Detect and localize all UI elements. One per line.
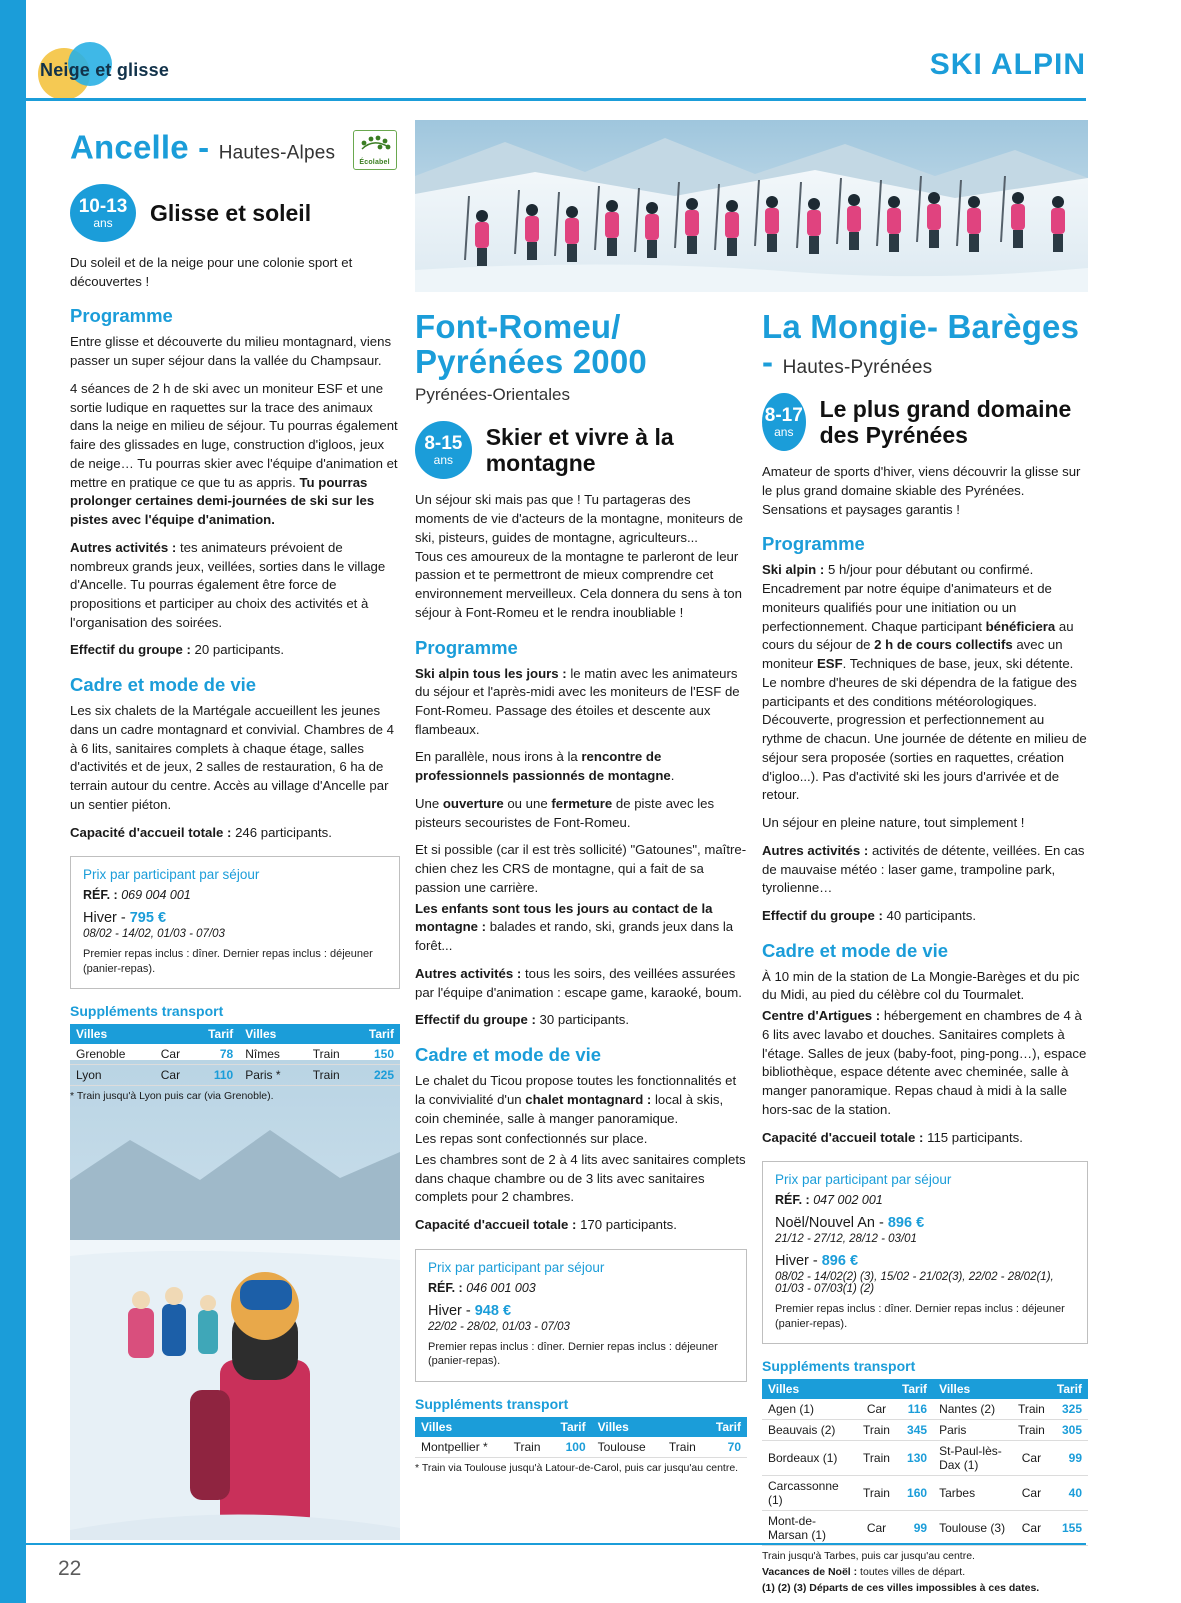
supplements-heading-ancelle: Suppléments transport xyxy=(70,1002,224,1019)
note2-bold: Vacances de Noël : xyxy=(762,1565,858,1578)
programme-p2-la-mongie: Un séjour en pleine nature, tout simplement ! xyxy=(762,815,1025,831)
age-range: 8-17 xyxy=(764,405,803,427)
theme-title-la-mongie: Le plus grand domaine des Pyrénées xyxy=(819,395,1072,449)
p1-bold: Ski alpin : xyxy=(762,562,825,578)
cadre-text-ancelle: Les six chalets de la Martégale accueillent les jeunes dans un cadre montagnard et convivial. Chambres de 4 à 6 lits, sanitaires complets à chaque étage, salles d'activités et de jeux, 2 salles de restauration, 6 ha de terrain autour du centre. Accès au village d'Ancelle par un sentier piéton. xyxy=(70,703,395,812)
programme-p1-ancelle: Entre glisse et découverte du milieu montagnard, viens passer un super séjour dans la vallée du Champsaur. xyxy=(70,334,392,369)
ref-label: RÉF. : xyxy=(775,1193,810,1208)
period1-label: Noël/Nouvel An - xyxy=(775,1215,888,1232)
cell-mode: Train xyxy=(505,1437,549,1458)
price-box-ancelle xyxy=(70,856,400,989)
cell-tarif: 160 xyxy=(896,1475,933,1510)
p5-bold: Les enfants sont tous les jours au contact de la montagne : xyxy=(415,900,713,935)
p1-bold3: 2 h de cours collectifs xyxy=(874,637,1013,653)
effectif-text: 40 participants. xyxy=(882,907,976,923)
age-unit: ans xyxy=(774,424,794,439)
price-period-ancelle xyxy=(83,910,387,926)
cadre-text: hébergement en chambres de 4 à 6 lits avec lavabo et douches. Sanitaires complets à l'étage. Salles de jeux (baby-foot, ping-pong…), espace bibliothèque, espace détente avec cheminée, salle à manger panoramique. Repas chaud à midi à la salle hors-sac de la station. xyxy=(762,1008,1087,1117)
theme-title-font-romeu: Skier et vivre à la montagne xyxy=(485,423,674,477)
age-badge-ancelle xyxy=(70,184,136,242)
th-mode-1 xyxy=(150,1024,191,1044)
period2-amount: 896 € xyxy=(821,1253,859,1270)
p2-post: . xyxy=(670,768,675,784)
cell-tarif: 225 xyxy=(352,1064,400,1085)
capacite-label: Capacité d'accueil totale : xyxy=(762,1129,924,1145)
autres-label: Autres activités : xyxy=(762,842,869,858)
destination-title-font-romeu: Font-Romeu/ Pyrénées 2000 xyxy=(415,308,647,380)
table-header-row xyxy=(70,1024,400,1044)
th-tarif-1: Tarif xyxy=(896,1379,933,1399)
th-villes-1: Villes xyxy=(70,1024,150,1044)
table-row xyxy=(762,1440,1088,1475)
price-note-la-mongie: Premier repas inclus : dîner. Dernier repas inclus : déjeuner (panier-repas). xyxy=(775,1303,1065,1330)
ski-group-photo-illustration xyxy=(415,120,1088,292)
age-badge-font-romeu xyxy=(415,421,472,479)
supplements-note3-la-mongie xyxy=(762,1582,1088,1594)
cell-ville: Nîmes xyxy=(239,1044,301,1065)
p1-text: 5 h/jour pour débutant ou confirmé. Encadrement par notre équipe d'animateurs et de moniteurs qualifiés pour une initiation ou un perfectionnement. Chaque participant xyxy=(762,562,1052,634)
cell-mode: Train xyxy=(857,1419,896,1440)
cell-ville: Mont-de-Marsan (1) xyxy=(762,1510,857,1545)
th-mode-1 xyxy=(505,1417,549,1437)
p2-pre: En parallèle, nous irons à la xyxy=(415,749,582,765)
brand-logo xyxy=(32,38,212,100)
p3-bold: ouverture xyxy=(442,795,504,811)
cadre-p1-bold: chalet montagnard : xyxy=(525,1091,652,1107)
age-and-theme-ancelle xyxy=(70,184,400,242)
programme-heading-la-mongie: Programme xyxy=(762,533,865,555)
cell-mode: Train xyxy=(1012,1399,1051,1420)
destination-name: La Mongie- Barèges - xyxy=(762,308,1080,380)
cadre-p2-la-mongie xyxy=(762,1007,1088,1119)
cell-ville: Toulouse xyxy=(592,1437,661,1458)
th-mode-1 xyxy=(857,1379,896,1399)
period-amount: 795 € xyxy=(129,910,167,927)
ref-value: 046 001 003 xyxy=(462,1280,536,1295)
programme-heading-font-romeu: Programme xyxy=(415,636,518,658)
price-note-ancelle: Premier repas inclus : dîner. Dernier repas inclus : déjeuner (panier-repas). xyxy=(83,948,373,975)
price-ref-font-romeu xyxy=(428,1281,734,1295)
programme-p2-plain: 4 séances de 2 h de ski avec un moniteur ESF et une sortie ludique en raquettes sur la trace des animaux dans la neige en milieu de séjour. Tu pourras également faire des glissades en luge, construction d'igloos, jeux de neige… Tu pourras skier avec l'équipe d'animation et mettre en pratique ce que tu as appris. xyxy=(70,380,398,490)
destination-region: Hautes-Alpes xyxy=(218,142,336,164)
table-row xyxy=(762,1419,1088,1440)
cell-ville: Grenoble xyxy=(70,1044,150,1065)
cell-tarif: 40 xyxy=(1051,1475,1088,1510)
cell-ville: Bordeaux (1) xyxy=(762,1440,857,1475)
table-row xyxy=(762,1399,1088,1420)
programme-heading-ancelle: Programme xyxy=(70,305,173,327)
th-villes-2: Villes xyxy=(592,1417,661,1437)
table-row xyxy=(415,1437,747,1458)
p1-text: le matin avec les animateurs du séjour et l'après-midi avec les moniteurs de l'ESF de Font-Romeu. Passage des étoiles et descente aux flambeaux. xyxy=(415,665,740,737)
page-number: 22 xyxy=(58,1557,82,1580)
cell-mode: Car xyxy=(150,1064,191,1085)
price-box-font-romeu xyxy=(415,1249,747,1382)
cadre-p2-font-romeu: Les repas sont confectionnés sur place. xyxy=(415,1131,648,1147)
cell-tarif: 305 xyxy=(1051,1419,1088,1440)
autres-activites-la-mongie xyxy=(762,842,1088,898)
cell-ville: Tarbes xyxy=(933,1475,1012,1510)
supplements-heading-font-romeu: Suppléments transport xyxy=(415,1395,569,1412)
th-villes-1: Villes xyxy=(762,1379,857,1399)
p3-mid: ou une xyxy=(503,795,552,811)
supplements-note1-la-mongie: Train jusqu'à Tarbes, puis car jusqu'au centre. xyxy=(762,1549,975,1562)
destination-region: Hautes-Pyrénées xyxy=(782,356,933,378)
capacite-la-mongie xyxy=(762,1129,1088,1148)
capacite-text: 170 participants. xyxy=(576,1217,677,1233)
period1-amount: 896 € xyxy=(887,1215,925,1232)
effectif-ancelle xyxy=(70,641,400,660)
cell-mode: Train xyxy=(660,1437,704,1458)
cell-tarif: 130 xyxy=(896,1440,933,1475)
destination-name: Ancelle - xyxy=(70,128,210,166)
cell-mode: Train xyxy=(1012,1419,1051,1440)
intro-p1-font-romeu: Un séjour ski mais pas que ! Tu partageras des moments de vie d'acteurs de la montagne, moniteurs de ski, pisteurs, guides de montagne, agriculteurs... xyxy=(415,492,743,545)
supplements-table-font-romeu xyxy=(415,1417,747,1458)
table-header-row xyxy=(762,1379,1088,1399)
capacite-label: Capacité d'accueil totale : xyxy=(415,1217,577,1233)
cell-tarif: 116 xyxy=(896,1399,933,1420)
ecolabel-icon xyxy=(353,130,397,170)
intro-text-la-mongie: Amateur de sports d'hiver, viens découvrir la glisse sur le plus grand domaine skiable des Pyrénées. Sensations et paysages garantis ! xyxy=(762,464,1081,517)
intro-text-ancelle: Du soleil et de la neige pour une colonie sport et découvertes ! xyxy=(70,255,353,289)
ski-group-photo xyxy=(415,120,1088,292)
cell-tarif: 99 xyxy=(1051,1440,1088,1475)
cadre-heading-font-romeu: Cadre et mode de vie xyxy=(415,1044,602,1066)
cell-tarif: 78 xyxy=(191,1044,239,1065)
section-title: SKI ALPIN xyxy=(929,48,1086,81)
ref-value: 047 002 001 xyxy=(809,1193,883,1208)
effectif-label: Effectif du groupe : xyxy=(70,642,191,658)
supplements-note-font-romeu: * Train via Toulouse jusqu'à Latour-de-Carol, puis car jusqu'au centre. xyxy=(415,1461,739,1474)
destination-region-font-romeu: Pyrénées-Orientales xyxy=(415,385,570,405)
cell-ville: St-Paul-lès-Dax (1) xyxy=(933,1440,1012,1475)
age-and-theme-font-romeu xyxy=(415,421,747,479)
capacite-label: Capacité d'accueil totale : xyxy=(70,824,232,840)
effectif-font-romeu xyxy=(415,1011,747,1030)
cell-tarif: 150 xyxy=(352,1044,400,1065)
cell-ville: Toulouse (3) xyxy=(933,1510,1012,1545)
cell-tarif: 70 xyxy=(705,1437,747,1458)
table-row xyxy=(762,1510,1088,1545)
note2-text: toutes villes de départ. xyxy=(857,1565,966,1578)
cell-mode: Car xyxy=(1012,1440,1051,1475)
programme-p3-font-romeu xyxy=(415,795,747,832)
table-row xyxy=(762,1475,1088,1510)
ref-value: 069 004 001 xyxy=(117,888,191,903)
capacite-text: 246 participants. xyxy=(231,824,332,840)
effectif-label: Effectif du groupe : xyxy=(415,1012,536,1028)
capacite-font-romeu xyxy=(415,1216,747,1235)
th-mode-2 xyxy=(301,1024,352,1044)
price-dates1-la-mongie: 21/12 - 27/12, 28/12 - 03/01 xyxy=(775,1233,917,1246)
cell-tarif: 345 xyxy=(896,1419,933,1440)
cell-ville: Montpellier * xyxy=(415,1437,505,1458)
th-villes-1: Villes xyxy=(415,1417,505,1437)
price-box-title: Prix par participant par séjour xyxy=(775,1172,952,1188)
autres-activites-font-romeu xyxy=(415,965,747,1002)
note3-text: (1) (2) (3) Départs de ces villes impossibles à ces dates. xyxy=(762,1581,1040,1594)
programme-p1-la-mongie xyxy=(762,561,1088,805)
cell-mode: Car xyxy=(857,1510,896,1545)
cell-tarif: 110 xyxy=(191,1064,239,1085)
cell-mode: Car xyxy=(857,1399,896,1420)
intro-p2-font-romeu: Tous ces amoureux de la montagne te parleront de leur passion et te permettront de mieux comprendre cet environnement merveilleux. Cela donnera du sens à ton séjour à Font-Romeu et le rendra inoubliable ! xyxy=(415,548,742,620)
p1-text3: avec un moniteur xyxy=(762,637,1063,672)
effectif-text: 20 participants. xyxy=(190,642,284,658)
th-mode-2 xyxy=(1012,1379,1051,1399)
price-box-title: Prix par participant par séjour xyxy=(83,867,260,883)
cell-mode: Train xyxy=(857,1475,896,1510)
destination-title-ancelle xyxy=(70,130,400,170)
column-ancelle xyxy=(70,130,400,1102)
snow-hike-illustration xyxy=(70,1060,400,1540)
price-dates-font-romeu: 22/02 - 28/02, 01/03 - 07/03 xyxy=(428,1320,570,1333)
p5-text: balades et rando, ski, grands jeux dans la forêt... xyxy=(415,919,734,954)
cadre-heading-la-mongie: Cadre et mode de vie xyxy=(762,939,949,961)
p1-bold: Ski alpin tous les jours : xyxy=(415,665,567,681)
p1-text2: au cours du séjour de xyxy=(762,618,1074,653)
th-villes-2: Villes xyxy=(239,1024,301,1044)
programme-p4-font-romeu: Et si possible (car il est très sollicité) "Gatounes", maître-chien chez les CRS de montagne, qui a fait de sa passion une carrière. xyxy=(415,842,747,895)
price-note-font-romeu: Premier repas inclus : dîner. Dernier repas inclus : déjeuner (panier-repas). xyxy=(428,1340,718,1368)
ref-label: RÉF. : xyxy=(428,1280,463,1295)
autres-text: tes animateurs prévoient de nombreux grands jeux, veillées, sorties dans le village d'Ancelle. Tu pourras également être force de propositions et participer au choix des activités et à l'organisation des soirées. xyxy=(70,539,386,630)
left-accent-bar xyxy=(0,0,26,1603)
th-mode-2 xyxy=(660,1417,704,1437)
price-dates2-la-mongie: 08/02 - 14/02(2) (3), 15/02 - 21/02(3), 22/02 - 28/02(1), 01/03 - 07/03(1) (2) xyxy=(775,1271,1054,1296)
cadre-p1-font-romeu xyxy=(415,1072,747,1128)
p3-bold2: fermeture xyxy=(551,795,613,811)
price-period-font-romeu xyxy=(428,1303,734,1319)
price-box-la-mongie xyxy=(762,1161,1088,1344)
cadre-p1-la-mongie: À 10 min de la station de La Mongie-Barèges et du pic du Midi, au pied du célèbre col du Tourmalet. xyxy=(762,968,1080,1003)
effectif-text: 30 participants. xyxy=(535,1012,629,1028)
p2-bold: rencontre de professionnels passionnés de montagne xyxy=(415,749,671,784)
column-font-romeu xyxy=(415,310,747,1474)
age-unit: ans xyxy=(93,215,113,230)
age-and-theme-la-mongie xyxy=(762,393,1088,451)
cadre-p3-font-romeu: Les chambres sont de 2 à 4 lits avec sanitaires complets dans chaque chambre ou de 3 lits avec sanitaires complets pour 2 chambres. xyxy=(415,1151,746,1205)
cell-ville: Lyon xyxy=(70,1064,150,1085)
price-dates-ancelle: 08/02 - 14/02, 01/03 - 07/03 xyxy=(83,928,225,941)
cell-mode: Car xyxy=(1012,1475,1051,1510)
p3-pre: Une xyxy=(415,795,443,811)
ref-label: RÉF. : xyxy=(83,888,118,903)
snow-hike-photo xyxy=(70,1060,400,1540)
period-label: Hiver - xyxy=(428,1302,475,1319)
age-range: 8-15 xyxy=(424,433,463,455)
header-divider xyxy=(26,98,1086,101)
effectif-la-mongie xyxy=(762,907,1088,926)
th-tarif-2: Tarif xyxy=(705,1417,747,1437)
logo-label: Neige et glisse xyxy=(40,60,170,80)
autres-label: Autres activités : xyxy=(70,539,177,555)
price-ref-ancelle xyxy=(83,888,387,902)
th-villes-2: Villes xyxy=(933,1379,1012,1399)
cell-ville: Paris xyxy=(933,1419,1012,1440)
cell-ville: Paris * xyxy=(239,1064,301,1085)
price-box-title: Prix par participant par séjour xyxy=(428,1259,605,1275)
p3-post: de piste avec les pisteurs secouristes de Font-Romeu. xyxy=(415,795,715,830)
programme-p2-font-romeu xyxy=(415,748,747,785)
th-tarif-2: Tarif xyxy=(1051,1379,1088,1399)
cell-ville: Carcassonne (1) xyxy=(762,1475,857,1510)
cell-mode: Train xyxy=(301,1044,352,1065)
age-unit: ans xyxy=(433,453,454,468)
p1-bold4: ESF xyxy=(816,656,843,672)
cell-mode: Car xyxy=(1012,1510,1051,1545)
cell-tarif: 325 xyxy=(1051,1399,1088,1420)
cadre-bold: Centre d'Artigues : xyxy=(762,1008,881,1024)
table-row xyxy=(70,1044,400,1065)
capacite-text: 115 participants. xyxy=(923,1129,1023,1145)
supplements-heading-la-mongie: Suppléments transport xyxy=(762,1357,916,1374)
cell-tarif: 100 xyxy=(549,1437,591,1458)
column-la-mongie xyxy=(762,310,1088,1594)
cell-ville: Nantes (2) xyxy=(933,1399,1012,1420)
p1-bold2: bénéficiera xyxy=(985,618,1056,634)
ecolabel-label: Écolabel xyxy=(359,158,390,166)
cell-mode: Train xyxy=(857,1440,896,1475)
supplements-table-ancelle xyxy=(70,1024,400,1086)
autres-activites-ancelle xyxy=(70,539,400,633)
period2-label: Hiver - xyxy=(775,1253,822,1270)
supplements-table-la-mongie xyxy=(762,1379,1088,1546)
cell-tarif: 155 xyxy=(1051,1510,1088,1545)
cadre-heading-ancelle: Cadre et mode de vie xyxy=(70,674,257,696)
price-ref-la-mongie xyxy=(775,1193,1075,1207)
age-badge-la-mongie xyxy=(762,393,806,451)
autres-text: tous les soirs, des veillées assurées par l'équipe d'animation : escape game, karaoké, boum. xyxy=(415,965,742,1000)
cell-tarif: 99 xyxy=(896,1510,933,1545)
effectif-label: Effectif du groupe : xyxy=(762,907,883,923)
programme-p2-bold: Tu pourras prolonger certaines demi-journées de ski sur les pistes avec l'équipe d'animation. xyxy=(70,474,375,528)
th-tarif-1: Tarif xyxy=(549,1417,591,1437)
autres-text: activités de détente, veillées. En cas de mauvaise météo : laser game, trampoline park, tyrolienne… xyxy=(762,842,1085,896)
period-amount: 948 € xyxy=(474,1302,512,1319)
table-row xyxy=(70,1064,400,1085)
programme-p5-font-romeu xyxy=(415,900,747,956)
programme-p2-ancelle xyxy=(70,380,400,530)
th-tarif-1: Tarif xyxy=(191,1024,239,1044)
age-range: 10-13 xyxy=(78,195,128,217)
price-period2-la-mongie xyxy=(775,1253,1075,1269)
price-period1-la-mongie xyxy=(775,1215,1075,1231)
autres-label: Autres activités : xyxy=(415,965,522,981)
cell-mode: Train xyxy=(301,1064,352,1085)
theme-title-ancelle: Glisse et soleil xyxy=(150,199,312,226)
supplements-note-ancelle: * Train jusqu'à Lyon puis car (via Grenoble). xyxy=(70,1089,274,1102)
cell-mode: Car xyxy=(150,1044,191,1065)
supplements-note2-la-mongie xyxy=(762,1566,1088,1578)
footer-divider xyxy=(26,1543,1086,1545)
th-tarif-2: Tarif xyxy=(352,1024,400,1044)
destination-title-la-mongie xyxy=(762,310,1088,379)
capacite-ancelle xyxy=(70,824,400,843)
cell-ville: Beauvais (2) xyxy=(762,1419,857,1440)
cell-ville: Agen (1) xyxy=(762,1399,857,1420)
p1-text4: . Techniques de base, jeux, ski détente. Le nombre d'heures de ski dépendra de la fatigue des participants et des conditions météorologiques. Découverte, progression et perfectionnement au rythme de chacun. Une journée de détente en milieu de séjour sera proposée (sorties en raquettes, création d'igloo...). Pas d'activité ski les jours d'arrivée et de retour. xyxy=(762,656,1087,803)
period-label: Hiver - xyxy=(83,910,130,927)
programme-p1-font-romeu xyxy=(415,665,747,740)
ecolabel-leaf-icon xyxy=(358,135,394,151)
cadre-p1-pre: Le chalet du Ticou propose toutes les fonctionnalités et la convivialité d'un xyxy=(415,1073,737,1107)
table-header-row xyxy=(415,1417,747,1437)
cadre-p1-post: local à skis, coin cheminée, salle à manger panoramique. xyxy=(415,1091,724,1126)
